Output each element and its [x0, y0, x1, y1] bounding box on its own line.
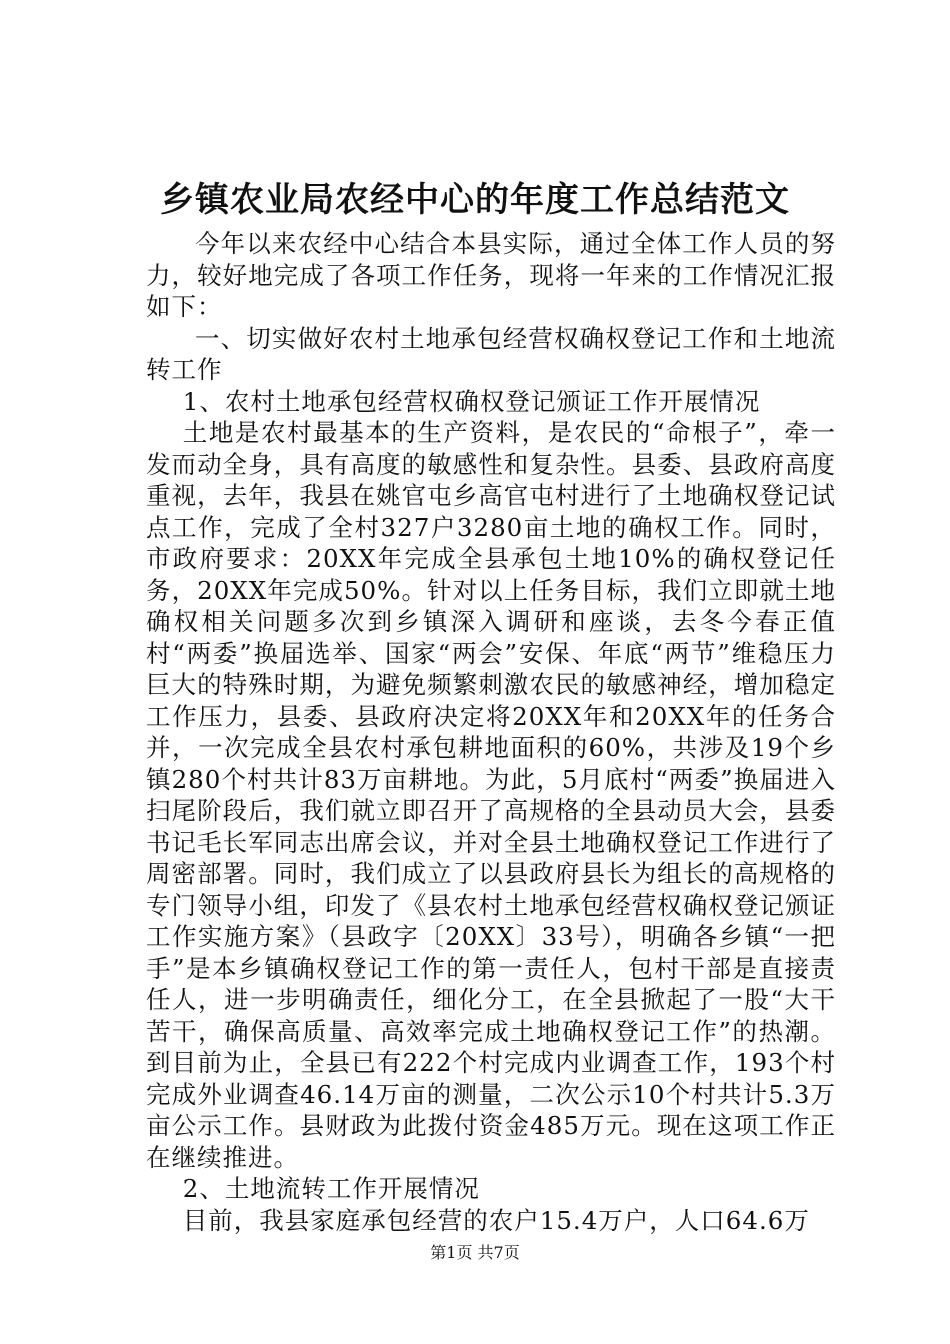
- section-heading-1: 一、切实做好农村土地承包经营权确权登记工作和土地流转工作: [146, 323, 836, 384]
- intro-paragraph: 今年以来农经中心结合本县实际，通过全体工作人员的努力，较好地完成了各项工作任务，现将一年来的工作情况汇报如下：: [146, 229, 836, 321]
- body-paragraph: 土地是农村最基本的生产资料，是农民的“命根子”，牵一发而动全身，具有高度的敏感性和复杂性。县委、县政府高度重视，去年，我县在姚官屯乡高官屯村进行了土地确权登记试点工作，完成了全村327户3280亩土地的确权工作。同时，市政府要求：20XX年完成全县承包土地10%的确权登记任务，20XX年完成50%。针对以上任务目标，我们立即就土地确权相关问题多次到乡镇深入调研和座谈，去冬今春正值村“两委”换届选举、国家“两会”安保、年底“两节”维稳压力巨大的特殊时期，为避免频繁刺激农民的敏感神经，增加稳定工作压力，县委、县政府决定将20XX年和20XX年的任务合并，一次完成全县农村承包耕地面积的60%，共涉及19个乡镇280个村共计83万亩耕地。为此，5月底村“两委”换届进入扫尾阶段后，我们就立即召开了高规格的全县动员大会，县委书记毛长军同志出席会议，并对全县土地确权登记工作进行了周密部署。同时，我们成立了以县政府县长为组长的高规格的专门领导小组，印发了《县农村土地承包经营权确权登记颁证工作实施方案》（县政字〔20XX〕33号），明确各乡镇“一把手”是本乡镇确权登记工作的第一责任人，包村干部是直接责任人，进一步明确责任，细化分工，在全县掀起了一股“大干苦干，确保高质量、高效率完成土地确权登记工作”的热潮。到目前为止，全县已有222个村完成内业调查工作，193个村完成外业调查46.14万亩的测量，二次公示10个村共计5.3万亩公示工作。县财政为此拨付资金485万元。现在这项工作正在继续推进。: [146, 418, 836, 1172]
- subsection-heading-2: 2、土地流转工作开展情况: [182, 1174, 480, 1203]
- document-title: 乡镇农业局农经中心的年度工作总结范文: [160, 180, 790, 220]
- body-paragraph-continued: 目前，我县家庭承包经营的农户15.4万户，人口64.6万: [182, 1205, 810, 1235]
- document-body: [146, 228, 836, 1236]
- subsection-heading-1: 1、农村土地承包经营权确权登记颁证工作开展情况: [182, 386, 761, 416]
- page-number-footer: 第1页 共7页: [430, 1243, 520, 1262]
